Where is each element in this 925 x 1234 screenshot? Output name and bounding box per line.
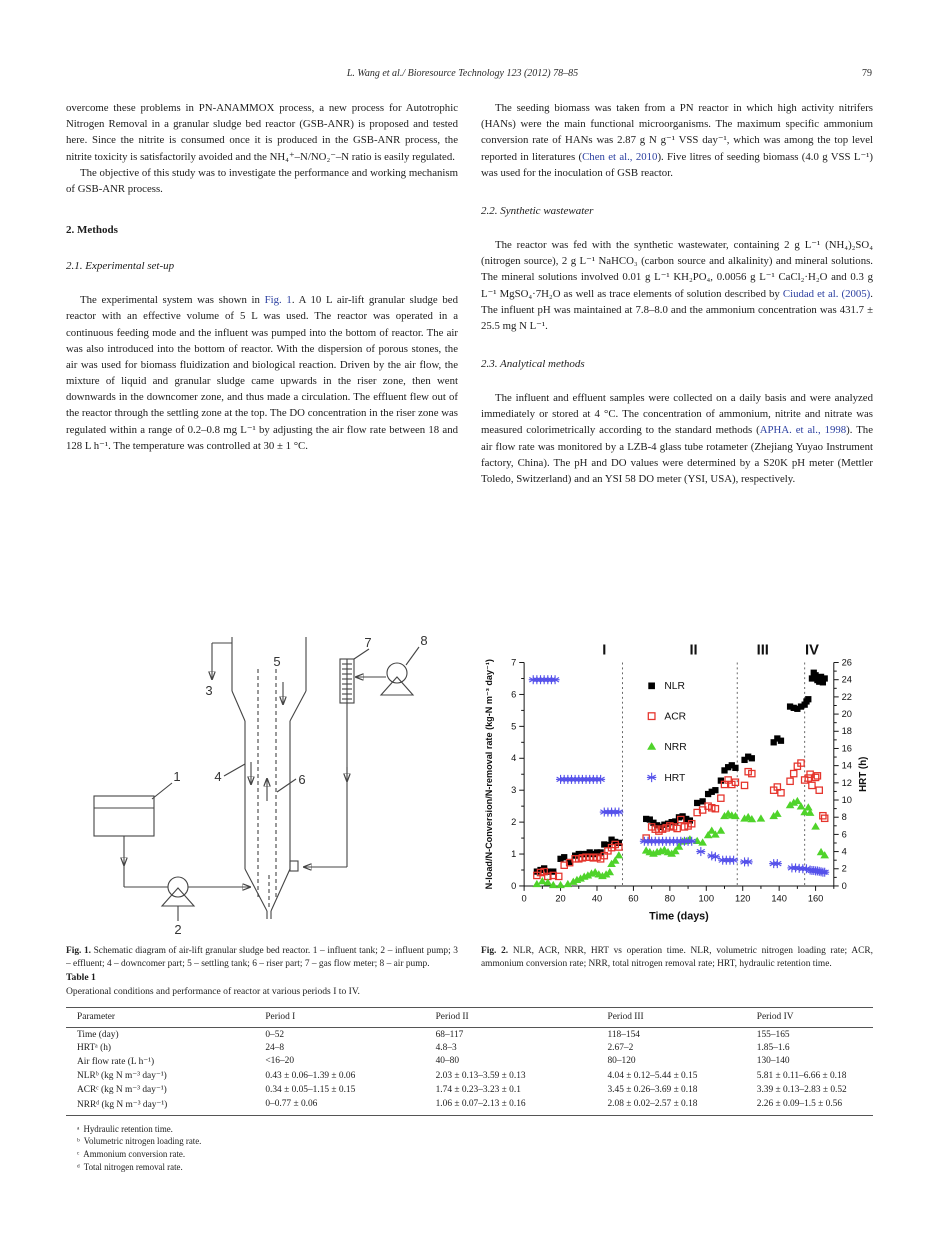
marker-nrr (556, 881, 565, 888)
subsection-heading-analytical-methods: 2.3. Analytical methods (481, 358, 585, 371)
operational-conditions-table (66, 1007, 873, 1116)
chart-period-label: IV (804, 642, 819, 659)
two-column-body (66, 100, 873, 972)
table-cell: 3.39 ± 0.13–2.83 ± 0.52 (756, 1084, 847, 1095)
table-row (66, 1097, 873, 1115)
table-cell: ACRᶜ (kg N m⁻³ day⁻¹) (77, 1085, 167, 1096)
figure-1 (66, 629, 458, 972)
table-cell: HRTᵃ (h) (77, 1042, 112, 1053)
table-header-row (66, 1008, 873, 1028)
rates-vs-time-chart (481, 637, 873, 935)
table-row (66, 1028, 873, 1042)
chart-text: 22 (841, 691, 852, 702)
chart-text: 3 (511, 784, 517, 795)
table-cell: 155–165 (756, 1029, 790, 1040)
figure-2-caption (481, 945, 873, 972)
chart-text: 2 (511, 816, 517, 827)
chart-text: 16 (841, 743, 852, 754)
table-footnote: ᶜ Ammonium conversion rate. (77, 1149, 186, 1160)
chart-text: 6 (841, 829, 847, 840)
marker-nlr (648, 682, 655, 689)
table-1-label: Table 1 (66, 972, 96, 983)
diagram-label-riser: 6 (298, 771, 306, 787)
marker-nlr (712, 787, 718, 793)
table-cell: 1.06 ± 0.07–2.13 ± 0.16 (436, 1097, 608, 1115)
paragraph-text: . The influent pH was maintained at 7.8–8.0 and the ammonium concentration was 431.7 ± 25.5 mg N L⁻¹. (481, 287, 873, 332)
table-1-section (66, 972, 873, 1174)
paragraph-text: . A 10 L air-lift granular sludge bed reactor with an effective volume of 5 L was used. The reactor was operated in a continuous feeding mode and the influent was pumped into the bottom of reactor. The air was also introduced into the bottom of reactor. With the dispersion of porous stones, the air was used for biomass fluidization and biological reaction. Driven by the air flow, the mixture of liquid and granular sludge came upwards in the riser zone, then went downwards in the downcomer zone, and thus made a circulation. The effluent flew out of the reactor through the settling zone at the top. The DO concentration in the riser zone was regulated within a range of 0.2–0.8 mg L⁻¹ by adjusting the air flow rate between 18 and 128 L h⁻¹. The temperature was controlled at 30 ± 1 °C. (66, 294, 458, 452)
right-column (481, 100, 873, 972)
chart-legend-label: HRT (664, 772, 686, 784)
table-cell: 0–52 (265, 1029, 285, 1040)
marker-nrr (811, 822, 820, 829)
diagram-label-effluent: 3 (205, 682, 213, 698)
marker-nlr (732, 764, 738, 770)
marker-acr (648, 713, 655, 720)
table-cell: 40–80 (435, 1056, 460, 1067)
subsection-heading-experimental-setup: 2.1. Experimental set-up (66, 260, 175, 273)
body-paragraph (481, 100, 873, 181)
chart-ylabel-right: HRT (h) (858, 756, 870, 792)
table-cell: 0–0.77 ± 0.06 (265, 1097, 435, 1115)
table-column-header: Period I (265, 1008, 435, 1028)
table-row (66, 1069, 873, 1083)
table-cell: 80–120 (607, 1056, 636, 1067)
figure-1-caption-label: Fig. 1. (66, 945, 91, 956)
chart-text: 20 (555, 893, 566, 904)
marker-nrr (647, 742, 656, 750)
left-column (66, 100, 458, 972)
table-cell: 4.8–3 (435, 1042, 457, 1053)
chart-text: 8 (841, 811, 847, 822)
body-paragraph: The objective of this study was to investigate the performance and working mechanism of GSB-ANR process. (66, 166, 458, 195)
chart-text: 100 (698, 893, 715, 904)
marker-acr (787, 778, 793, 784)
diagram-label-influent-tank: 1 (173, 768, 181, 784)
subsection-heading-synthetic-wastewater: 2.2. Synthetic wastewater (481, 204, 594, 217)
marker-nlr (749, 755, 755, 761)
marker-nrr (717, 826, 726, 833)
table-cell: 68–117 (435, 1029, 464, 1040)
table-cell: 0.43 ± 0.06–1.39 ± 0.06 (265, 1070, 356, 1081)
body-paragraph (66, 292, 458, 454)
figure-1-caption (66, 945, 458, 972)
figure-reference-link[interactable]: Fig. 1 (264, 294, 292, 307)
table-footnote: ᵇ Volumetric nitrogen loading rate. (77, 1136, 202, 1147)
chart-text: 6 (511, 689, 517, 700)
chart-xlabel: Time (days) (649, 910, 709, 923)
table-cell: NLRᵇ (kg N m⁻³ day⁻¹) (77, 1071, 167, 1082)
chart-text: 0 (841, 880, 847, 891)
chart-text: 120 (734, 893, 751, 904)
marker-nrr (757, 814, 766, 821)
marker-acr (718, 795, 724, 801)
chart-legend-label: NLR (664, 681, 685, 693)
chart-text: 160 (807, 893, 824, 904)
chart-legend-label: NRR (664, 741, 687, 753)
diagram-label-gas-flow-meter: 7 (364, 634, 372, 650)
table-cell: Air flow rate (L h⁻¹) (77, 1056, 155, 1067)
diagram-label-downcomer: 4 (214, 768, 222, 784)
table-cell: 4.04 ± 0.12–5.44 ± 0.15 (607, 1070, 698, 1081)
table-row (66, 1083, 873, 1097)
table-cell: 2.08 ± 0.02–2.57 ± 0.18 (607, 1097, 756, 1115)
diagram-label-air-pump: 8 (420, 632, 428, 648)
chart-text: 4 (511, 752, 517, 763)
body-paragraph: overcome these problems in PN-ANAMMOX process, a new process for Autotrophic Nitrogen Removal in a granular sludge bed reactor (GSB-ANR) is proposed and tested here. Since the nitrite is consumed once it is produced in the GSB-ANR process, the nitrite toxicity is satisfactorily avoided and the NH₄⁺–N/NO₂⁻–N ratio is easily regulated. (66, 102, 458, 163)
page-number: 79 (862, 68, 872, 79)
chart-text: 14 (841, 760, 852, 771)
chart-text: 80 (664, 893, 676, 904)
chart-text: 2 (841, 863, 847, 874)
chart-text: 40 (591, 893, 603, 904)
paragraph-text: The seeding biomass was taken from a PN reactor in which high activity nitrifers (HANs) were the main functional microorganisms. The maximum specific ammonium conversion rate of HANs was 2.87 g N g⁻¹ VSS day⁻¹, which was among the top level reported in literatures ( (481, 102, 873, 163)
body-paragraph (481, 390, 873, 487)
table-1-caption: Operational conditions and performance of reactor at various periods I to IV. (66, 986, 360, 997)
marker-acr (791, 770, 797, 776)
marker-nlr (694, 800, 700, 806)
marker-nrr (615, 851, 624, 858)
citation-link-ciudad[interactable]: Ciudad et al. (2005) (782, 287, 871, 300)
table-column-header: Period III (607, 1008, 756, 1028)
figure-1-caption-text: Schematic diagram of air-lift granular sludge bed reactor. 1 – influent tank; 2 – influent pump; 3 – effluent; 4 – downcomer part; 5 – settling tank; 6 – riser part; 7 – gas flow meter; 8 – air pump. (66, 945, 458, 970)
table-column-header: Period IV (757, 1008, 873, 1028)
figure-2-caption-label: Fig. 2. (481, 945, 509, 956)
table-cell: 2.67–2 (607, 1042, 634, 1053)
running-head: L. Wang et al./ Bioresource Technology 123 (2012) 78–85 (346, 68, 579, 79)
section-heading-methods: 2. Methods (66, 224, 118, 237)
paragraph-text: The reactor was fed with the synthetic wastewater, containing 2 g L⁻¹ (NH₄)₂SO₄ (nitrogen source), 2 g L⁻¹ NaHCO₃ (carbon source and alkalinity) and mineral solutions. The mineral solutions involved 0.01 g L⁻¹ KH₂PO₄, 0.0056 g L⁻¹ CaCl₂·H₂O and 0.3 g L⁻¹ MgSO₄·7H₂O as well as trace elements of solution described by (481, 238, 873, 300)
table-footnote: ᵃ Hydraulic retention time. (77, 1123, 173, 1134)
table-cell: NRRᵈ (kg N m⁻³ day⁻¹) (66, 1097, 265, 1115)
chart-text: 0 (521, 893, 527, 904)
chart-period-label: III (756, 642, 769, 659)
reactor-schematic-diagram (66, 629, 458, 935)
table-cell: 1.85–1.6 (756, 1042, 790, 1053)
marker-nlr (822, 675, 828, 681)
table-cell: 5.81 ± 0.11–6.66 ± 0.18 (756, 1070, 847, 1081)
table-cell: 3.45 ± 0.26–3.69 ± 0.18 (607, 1084, 698, 1095)
table-row (66, 1054, 873, 1068)
marker-acr (741, 782, 747, 788)
chart-text: 26 (841, 657, 852, 668)
chart-text: 7 (511, 657, 517, 668)
chart-period-label: II (689, 642, 698, 659)
marker-nlr (778, 737, 784, 743)
table-footnote: ᵈ Total nitrogen removal rate. (77, 1162, 183, 1173)
table-cell: 2.26 ± 0.09–1.5 ± 0.56 (757, 1097, 873, 1115)
diagram-label-settling-tank: 5 (273, 653, 281, 669)
table-cell: 0.34 ± 0.05–1.15 ± 0.15 (265, 1084, 356, 1095)
chart-text: 18 (841, 725, 852, 736)
chart-text: 12 (841, 777, 852, 788)
table-cell: 130–140 (756, 1056, 790, 1067)
diagram-label-influent-pump: 2 (174, 921, 182, 935)
marker-acr (814, 772, 820, 778)
citation-link-apha[interactable]: APHA. et al., 1998 (759, 424, 847, 437)
marker-acr (809, 782, 815, 788)
table-column-header: Parameter (66, 1008, 265, 1028)
figure-2 (481, 637, 873, 972)
marker-nlr (805, 696, 811, 702)
table-row (66, 1041, 873, 1054)
paragraph-text: ). The air flow rate was monitored by a LZB-4 glass tube rotameter (Zhejiang Yuyao Instrument factory, China). The pH and DO values were determined by a S20K pH meter (Mettler Toledo, Switzerland) and an YSI 58 DO meter (YSI, USA), respectively. (481, 424, 873, 485)
chart-text: 5 (511, 721, 517, 732)
chart-text: 1 (511, 848, 517, 859)
chart-text: 60 (628, 893, 639, 904)
figure-2-caption-text: NLR, ACR, NRR, HRT vs operation time. NLR, volumetric nitrogen loading rate; ACR, ammonium conversion rate; NRR, total nitrogen removal rate; HRT, hydraulic retention time. (481, 945, 873, 970)
table-column-header: Period II (436, 1008, 608, 1028)
chart-text: 10 (841, 794, 852, 805)
chart-ylabel-left: N-load/N-Conversion/N-removal rate (kg-N m⁻³ day⁻¹) (483, 658, 494, 890)
chart-text: 140 (771, 893, 787, 904)
marker-nrr (804, 803, 813, 810)
chart-text: 4 (841, 846, 847, 857)
table-cell: <16–20 (265, 1056, 295, 1067)
body-paragraph (481, 237, 873, 334)
marker-acr (816, 787, 822, 793)
paragraph-text: ). Five litres of seeding biomass (4.0 g VSS L⁻¹) was used for the inoculation of GSB reactor. (481, 150, 873, 179)
citation-link-chen[interactable]: Chen et al., 2010 (582, 150, 658, 163)
table-footnotes (66, 1123, 873, 1175)
table-cell: 118–154 (607, 1029, 640, 1040)
chart-text: 20 (841, 708, 852, 719)
table-cell: 2.03 ± 0.13–3.59 ± 0.13 (435, 1070, 526, 1081)
table-cell: 1.74 ± 0.23–3.23 ± 0.1 (435, 1084, 521, 1095)
table-cell: 24–8 (265, 1042, 285, 1053)
table-cell: Time (day) (77, 1029, 119, 1040)
paragraph-text: The influent and effluent samples were collected on a daily basis and were analyzed immediately or stored at 4 °C. The concentration of ammonium, nitrite and nitrate was measured colorimetrically according to the standard methods ( (481, 392, 873, 437)
chart-period-label: I (602, 642, 607, 659)
paragraph-text: The experimental system was shown in (80, 294, 265, 307)
chart-text: 24 (841, 674, 852, 685)
chart-legend-label: ACR (664, 711, 687, 723)
chart-text: 0 (511, 880, 517, 891)
